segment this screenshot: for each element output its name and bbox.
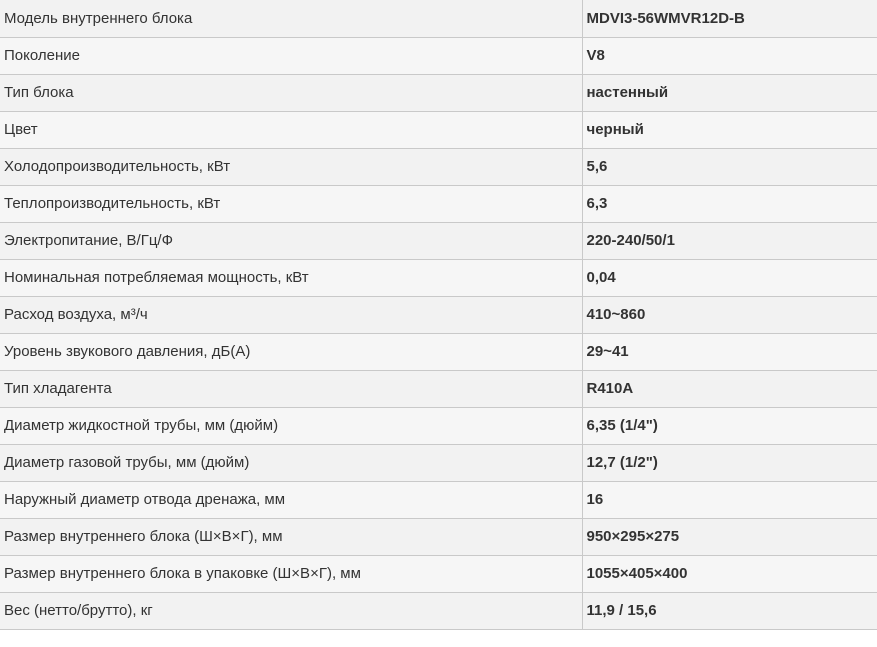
spec-label-gas-pipe: Диаметр газовой трубы, мм (дюйм) [0,444,582,481]
table-row [0,370,877,407]
table-row [0,555,877,592]
table-row [0,592,877,629]
spec-value-unit-type: настенный [582,74,877,111]
table-row [0,518,877,555]
spec-label-cooling-capacity: Холодопроизводительность, кВт [0,148,582,185]
spec-label-refrigerant: Тип хладагента [0,370,582,407]
table-row [0,222,877,259]
spec-value-color: черный [582,111,877,148]
table-row [0,259,877,296]
spec-value-gas-pipe: 12,7 (1/2") [582,444,877,481]
spec-value-liquid-pipe: 6,35 (1/4") [582,407,877,444]
table-row [0,407,877,444]
spec-value-indoor-model: MDVI3-56WMVR12D-B [582,0,877,37]
spec-label-unit-dimensions: Размер внутреннего блока (Ш×В×Г), мм [0,518,582,555]
spec-label-package-dimensions: Размер внутреннего блока в упаковке (Ш×В×Г), мм [0,555,582,592]
table-row [0,185,877,222]
spec-value-refrigerant: R410A [582,370,877,407]
spec-label-airflow: Расход воздуха, м³/ч [0,296,582,333]
spec-label-unit-type: Тип блока [0,74,582,111]
spec-value-generation: V8 [582,37,877,74]
spec-value-sound-pressure: 29~41 [582,333,877,370]
spec-label-color: Цвет [0,111,582,148]
spec-value-package-dimensions: 1055×405×400 [582,555,877,592]
spec-label-sound-pressure: Уровень звукового давления, дБ(А) [0,333,582,370]
table-row [0,74,877,111]
spec-label-rated-power: Номинальная потребляемая мощность, кВт [0,259,582,296]
spec-label-power-supply: Электропитание, В/Гц/Ф [0,222,582,259]
spec-label-heating-capacity: Теплопроизводительность, кВт [0,185,582,222]
spec-value-power-supply: 220-240/50/1 [582,222,877,259]
spec-value-rated-power: 0,04 [582,259,877,296]
spec-label-indoor-model: Модель внутреннего блока [0,0,582,37]
spec-value-drain-diameter: 16 [582,481,877,518]
spec-label-drain-diameter: Наружный диаметр отвода дренажа, мм [0,481,582,518]
spec-value-unit-dimensions: 950×295×275 [582,518,877,555]
table-row [0,37,877,74]
spec-value-airflow: 410~860 [582,296,877,333]
spec-label-weight: Вес (нетто/брутто), кг [0,592,582,629]
table-row [0,481,877,518]
table-row [0,333,877,370]
table-row [0,148,877,185]
spec-label-generation: Поколение [0,37,582,74]
table-row [0,111,877,148]
spec-label-liquid-pipe: Диаметр жидкостной трубы, мм (дюйм) [0,407,582,444]
spec-value-cooling-capacity: 5,6 [582,148,877,185]
table-row [0,0,877,37]
spec-value-heating-capacity: 6,3 [582,185,877,222]
table-row [0,296,877,333]
spec-value-weight: 11,9 / 15,6 [582,592,877,629]
table-row [0,444,877,481]
